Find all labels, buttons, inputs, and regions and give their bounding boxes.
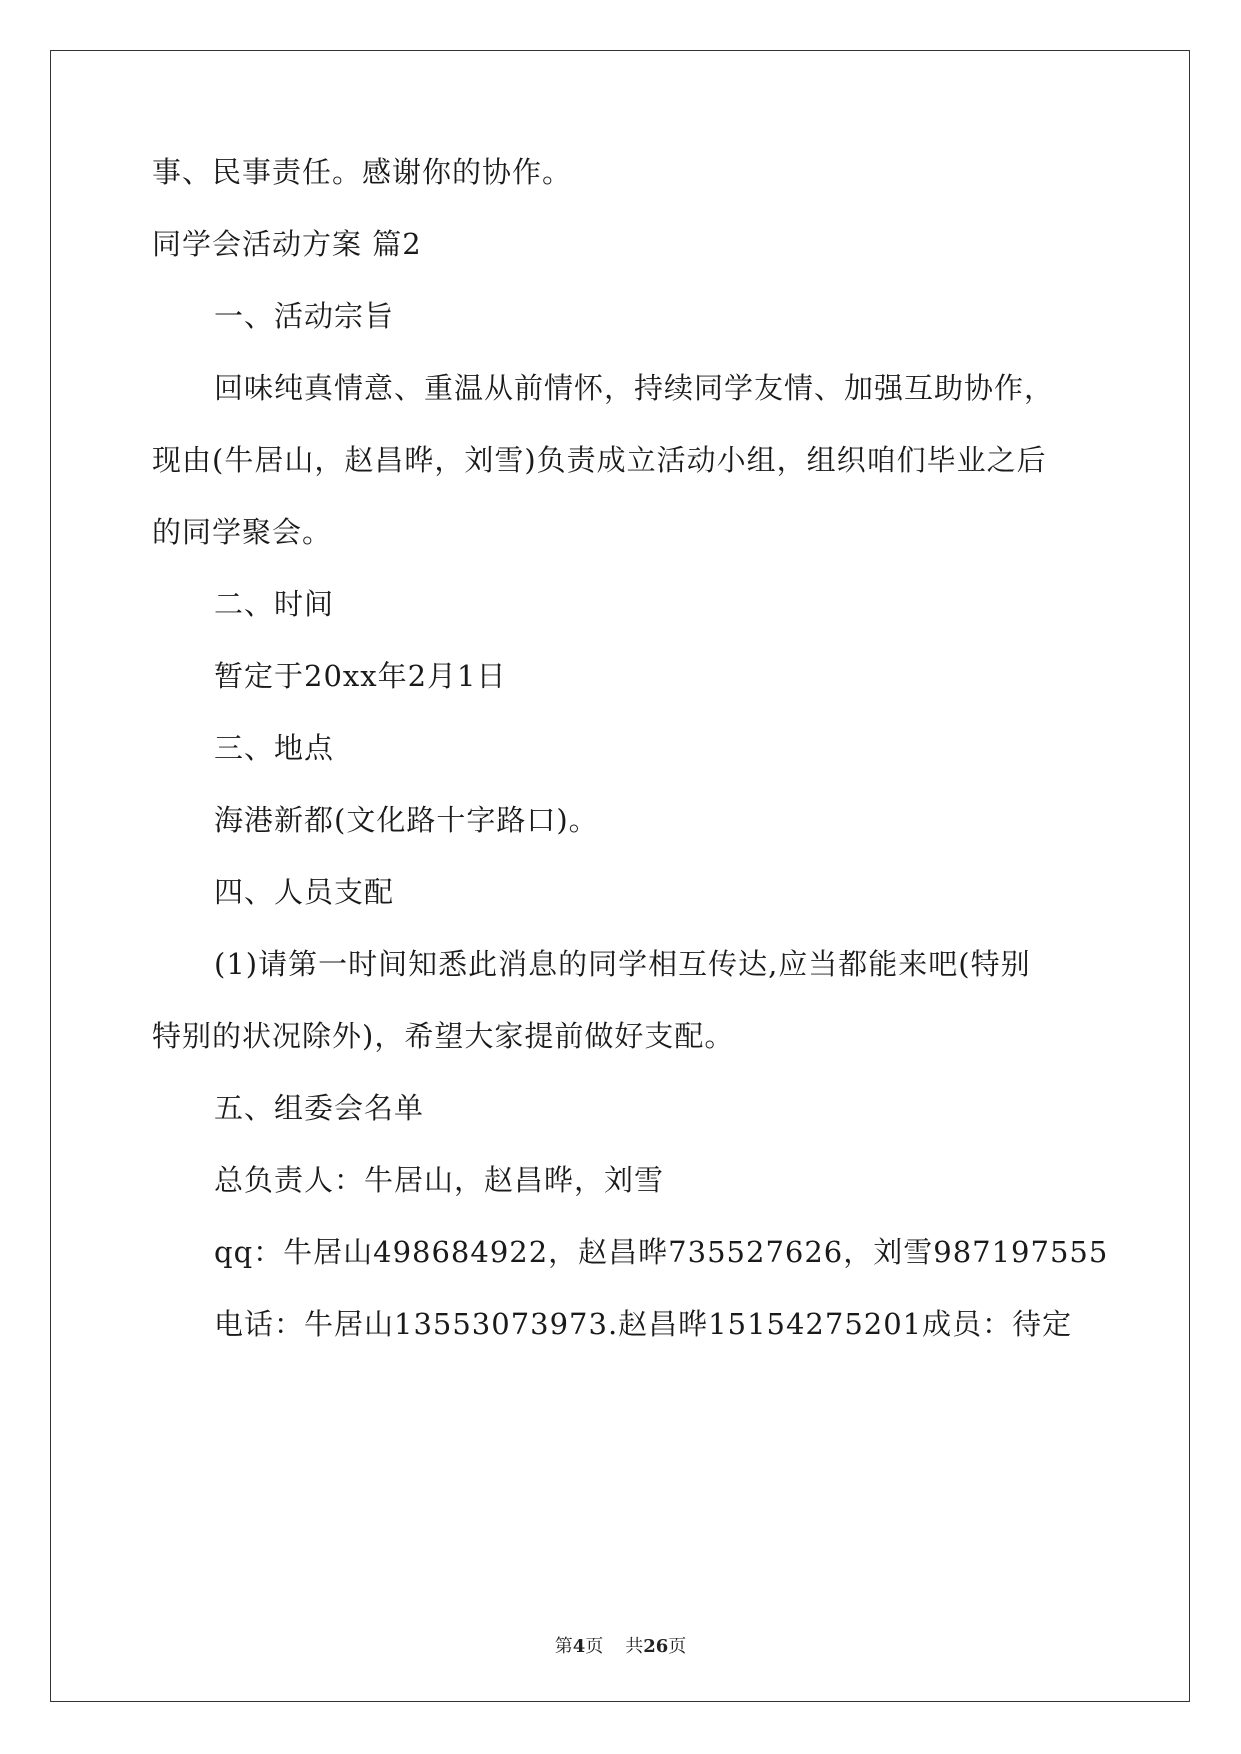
total-suffix: 页 bbox=[668, 1636, 687, 1657]
page-number: 4 bbox=[572, 1636, 586, 1657]
purpose-paragraph-line-1: 回味纯真情意、重温从前情怀，持续同学友情、加强互助协作， bbox=[214, 371, 1055, 405]
committee-phone: 电话：牛居山13553073973.赵昌晔15154275201成员：待定 bbox=[214, 1307, 1073, 1341]
page-suffix: 页 bbox=[585, 1636, 604, 1657]
heading-staffing: 四、人员支配 bbox=[214, 875, 395, 909]
location-text: 海港新都(文化路十字路口)。 bbox=[214, 803, 599, 837]
staffing-paragraph-line-1: (1)请第一时间知悉此消息的同学相互传达,应当都能来吧(特别 bbox=[214, 947, 1031, 981]
page-footer bbox=[0, 1636, 1241, 1658]
heading-location: 三、地点 bbox=[214, 731, 335, 765]
committee-qq: qq：牛居山498684922，赵昌晔735527626，刘雪987197555 bbox=[214, 1235, 1109, 1269]
heading-purpose: 一、活动宗旨 bbox=[214, 299, 395, 333]
total-prefix: 共 bbox=[625, 1636, 644, 1657]
heading-time: 二、时间 bbox=[214, 587, 335, 621]
total-pages: 26 bbox=[643, 1636, 669, 1657]
section-title: 同学会活动方案 篇2 bbox=[152, 227, 422, 261]
text-line-continuation: 事、民事责任。感谢你的协作。 bbox=[152, 155, 573, 189]
purpose-paragraph-line-2: 现由(牛居山，赵昌晔，刘雪)负责成立活动小组，组织咱们毕业之后 bbox=[152, 443, 1047, 477]
committee-leaders: 总负责人：牛居山，赵昌晔，刘雪 bbox=[214, 1163, 665, 1197]
heading-committee: 五、组委会名单 bbox=[214, 1091, 425, 1125]
page-prefix: 第 bbox=[554, 1636, 573, 1657]
time-text: 暂定于20xx年2月1日 bbox=[214, 659, 507, 693]
purpose-paragraph-line-3: 的同学聚会。 bbox=[152, 515, 333, 549]
staffing-paragraph-line-2: 特别的状况除外)，希望大家提前做好支配。 bbox=[152, 1019, 735, 1053]
